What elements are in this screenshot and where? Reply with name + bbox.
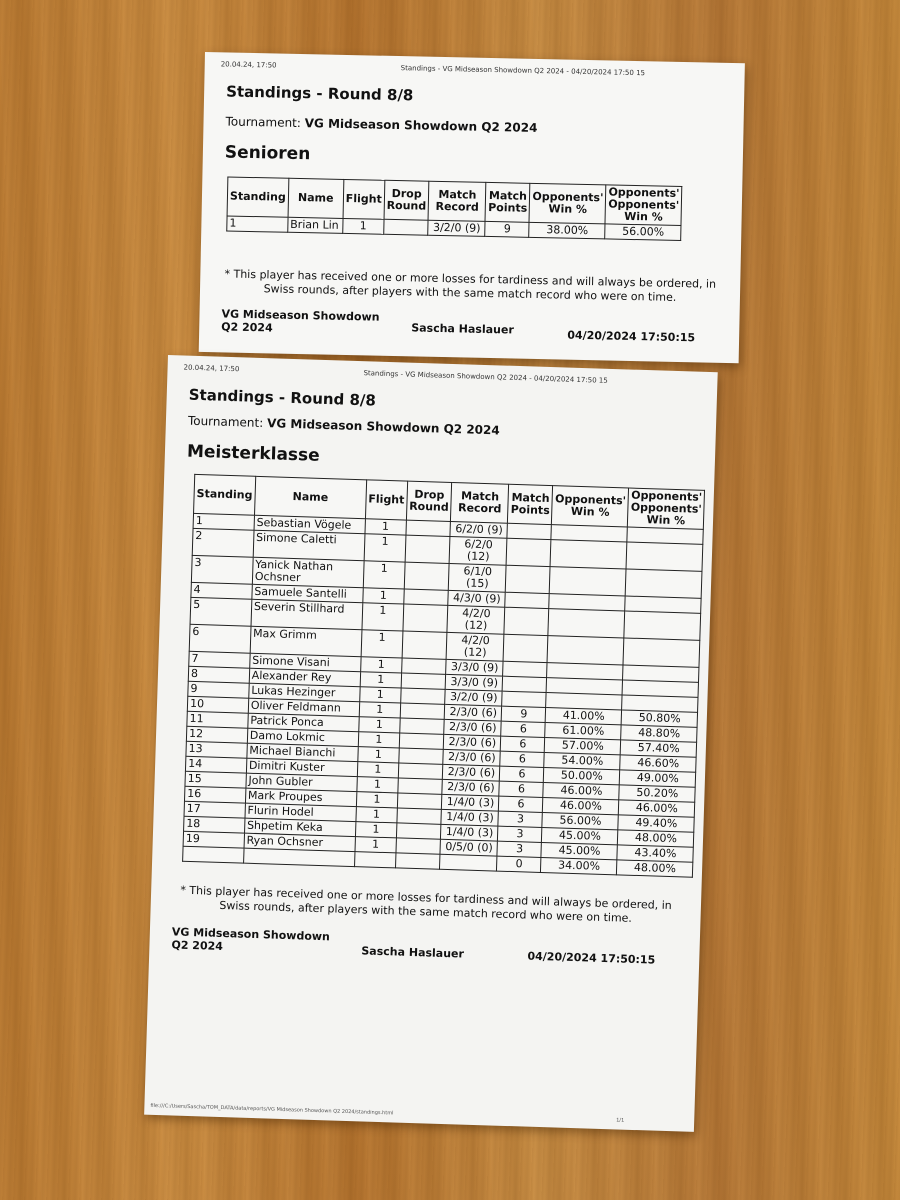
cell-match-points: 6 xyxy=(501,721,545,737)
cell-standing: 10 xyxy=(187,696,248,713)
cell-opponents-opponents-win-pct: 43.40% xyxy=(617,845,693,862)
footer-event: VG Midseason Showdown Q2 2024 xyxy=(221,307,380,335)
cell-standing: 5 xyxy=(190,597,252,626)
cell-standing: 7 xyxy=(189,651,250,668)
cell-match-record: 2/3/0 (6) xyxy=(444,734,501,751)
cell-match-points: 0 xyxy=(497,856,541,872)
cell-match-record: 2/3/0 (6) xyxy=(444,719,501,736)
cell-drop-round xyxy=(403,604,448,632)
cell-standing: 9 xyxy=(188,681,249,698)
cell-flight: 1 xyxy=(358,732,399,748)
cell-flight: 1 xyxy=(357,762,398,778)
cell-opponents-win-pct xyxy=(550,567,627,596)
cell-opponents-opponents-win-pct xyxy=(623,638,700,667)
cell-name: Severin Stillhard xyxy=(251,599,363,629)
print-date: 20.04.24, 17:50 xyxy=(220,60,277,70)
cell-standing: 6 xyxy=(189,624,251,653)
column-header-opponents-opponents-win-pct: Opponents' Opponents' Win % xyxy=(628,488,705,529)
cell-standing: 11 xyxy=(187,711,248,728)
cell-drop-round xyxy=(384,219,429,235)
footer-timestamp: 04/20/2024 17:50:15 xyxy=(567,328,696,345)
cell-match-points: 6 xyxy=(499,796,543,812)
standings-table xyxy=(182,474,705,878)
cell-standing: 19 xyxy=(183,831,244,848)
cell-standing: 13 xyxy=(186,741,247,758)
cell-standing: 12 xyxy=(186,726,247,743)
column-header-drop-round: Drop Round xyxy=(384,180,429,220)
cell-standing: 17 xyxy=(184,801,245,818)
tournament-line xyxy=(225,114,537,135)
cell-match-points: 6 xyxy=(500,751,544,767)
cell-standing: 1 xyxy=(193,513,254,530)
cell-opponents-opponents-win-pct: 49.40% xyxy=(618,815,694,832)
cell-name: Sebastian Vögele xyxy=(254,515,365,533)
page-title: Standings - Round 8/8 xyxy=(188,385,377,410)
print-header xyxy=(183,363,702,385)
cell-name: Simone Caletti xyxy=(253,530,365,560)
file-path: file:///C:/Users/Sascha/TOM_DATA/data/reports/VG Midseason Showdown Q2 2024/standings.html xyxy=(150,1102,394,1117)
cell-drop-round xyxy=(400,703,445,719)
cell-standing: 14 xyxy=(185,756,246,773)
cell-match-points: 3 xyxy=(498,826,542,842)
cell-opponents-win-pct: 61.00% xyxy=(545,723,621,740)
column-header-match-points: Match Points xyxy=(508,484,553,524)
column-header-match-points: Match Points xyxy=(485,182,530,222)
cell-match-record: 2/3/0 (6) xyxy=(443,764,500,781)
cell-opponents-win-pct: 45.00% xyxy=(542,827,618,844)
cell-standing: 1 xyxy=(227,216,288,232)
cell-drop-round xyxy=(401,658,446,674)
cell-opponents-opponents-win-pct: 46.60% xyxy=(620,755,696,772)
cell-flight: 1 xyxy=(360,657,401,673)
print-header xyxy=(220,60,729,78)
cell-name: Dimitri Kuster xyxy=(246,758,357,776)
cell-standing: 16 xyxy=(184,786,245,803)
division-title: Meisterklasse xyxy=(186,441,321,466)
column-header-opponents-win-pct: Opponents' Win % xyxy=(529,183,606,224)
cell-match-points: 6 xyxy=(501,736,545,752)
cell-match-points: 9 xyxy=(502,706,546,722)
cell-drop-round xyxy=(399,733,444,749)
cell-drop-round xyxy=(406,520,451,536)
column-header-standing: Standing xyxy=(227,177,289,217)
cell-standing: 3 xyxy=(191,555,253,584)
cell-flight: 1 xyxy=(364,534,406,562)
tournament-name: VG Midseason Showdown Q2 2024 xyxy=(266,416,500,438)
cell-match-points: 6 xyxy=(500,766,544,782)
cell-flight: 1 xyxy=(360,672,401,688)
cell-match-points: 9 xyxy=(485,221,529,237)
page-footer xyxy=(171,925,678,967)
cell-match-record: 4/2/0 (12) xyxy=(446,632,504,661)
cell-opponents-win-pct: 45.00% xyxy=(541,842,617,859)
cell-match-record: 1/4/0 (3) xyxy=(441,809,498,826)
cell-match-record: 2/3/0 (6) xyxy=(445,704,502,721)
tardiness-note: * This player has received one or more losses for tardiness and will always be ordered, in Swiss rounds, after players with the same match record who were on time. xyxy=(224,267,717,304)
cell-match-record: 0/5/0 (0) xyxy=(440,839,497,856)
cell-match-record: 6/2/0 (12) xyxy=(449,536,507,565)
column-header-opponents-opponents-win-pct: Opponents' Opponents' Win % xyxy=(605,185,682,226)
standings-table xyxy=(226,176,682,241)
cell-name: John Gubler xyxy=(246,773,357,791)
cell-match-record: 3/3/0 (9) xyxy=(446,659,503,676)
tardiness-note: * This player has received one or more losses for tardiness and will always be ordered, in Swiss rounds, after players with the same match record who were on time. xyxy=(180,883,672,925)
cell-name: Michael Bianchi xyxy=(247,743,358,761)
cell-match-points xyxy=(506,538,551,566)
cell-match-points xyxy=(506,565,551,593)
cell-flight: 1 xyxy=(360,687,401,703)
print-header-title: Standings - VG Midseason Showdown Q2 2024 - 04/20/2024 17:50 15 xyxy=(363,369,608,385)
print-date: 20.04.24, 17:50 xyxy=(183,363,240,374)
cell-name: Patrick Ponca xyxy=(248,713,359,731)
cell-match-record: 6/2/0 (9) xyxy=(450,521,507,538)
page-number: 1/1 xyxy=(616,1117,625,1124)
cell-match-points: 3 xyxy=(498,811,542,827)
footer-organizer: Sascha Haslauer xyxy=(361,944,465,961)
cell-opponents-opponents-win-pct: 46.00% xyxy=(619,800,695,817)
cell-name: Simone Visani xyxy=(249,653,360,671)
cell-opponents-opponents-win-pct: 56.00% xyxy=(605,224,681,241)
cell-flight: 1 xyxy=(356,807,397,823)
cell-opponents-opponents-win-pct xyxy=(626,569,703,598)
column-header-flight: Flight xyxy=(343,179,385,219)
cell-drop-round xyxy=(400,718,445,734)
column-header-match-record: Match Record xyxy=(428,181,486,221)
tournament-line xyxy=(188,414,500,438)
cell-opponents-win-pct xyxy=(547,636,624,665)
cell-name: Mark Proupes xyxy=(245,788,356,806)
cell-name: Damo Lokmic xyxy=(247,728,358,746)
cell-drop-round xyxy=(397,793,442,809)
cell-drop-round xyxy=(401,673,446,689)
column-header-name: Name xyxy=(254,476,366,518)
tournament-name: VG Midseason Showdown Q2 2024 xyxy=(304,116,538,135)
cell-flight: 1 xyxy=(355,822,396,838)
cell-flight: 1 xyxy=(362,603,404,631)
tournament-label: Tournament: xyxy=(187,413,264,431)
cell-match-record: 1/4/0 (3) xyxy=(441,824,498,841)
column-header-flight: Flight xyxy=(365,480,407,520)
cell-drop-round xyxy=(405,535,450,563)
cell-opponents-win-pct xyxy=(548,609,625,638)
cell-flight: 1 xyxy=(358,747,399,763)
cell-opponents-opponents-win-pct: 48.80% xyxy=(621,725,697,742)
cell-standing: 4 xyxy=(191,582,252,599)
page-footer xyxy=(221,307,718,345)
cell-match-record: 3/2/0 (9) xyxy=(445,689,502,706)
footer-timestamp: 04/20/2024 17:50:15 xyxy=(527,949,656,967)
column-header-drop-round: Drop Round xyxy=(406,481,452,521)
cell-drop-round xyxy=(398,763,443,779)
cell-opponents-win-pct: 57.00% xyxy=(545,738,621,755)
cell-match-points xyxy=(505,592,549,608)
page-title: Standings - Round 8/8 xyxy=(225,82,414,105)
cell-name: Samuele Santelli xyxy=(252,584,363,602)
cell-drop-round xyxy=(404,562,449,590)
cell-standing: 8 xyxy=(188,666,249,683)
cell-opponents-opponents-win-pct: 48.00% xyxy=(618,830,694,847)
standings-sheet-meisterklasse xyxy=(144,355,718,1132)
cell-name: Flurin Hodel xyxy=(245,803,356,821)
cell-drop-round xyxy=(395,853,440,869)
cell-opponents-opponents-win-pct: 57.40% xyxy=(621,740,697,757)
cell-match-points: 6 xyxy=(499,781,543,797)
cell-opponents-win-pct: 54.00% xyxy=(544,753,620,770)
cell-match-record: 6/1/0 (15) xyxy=(449,563,507,592)
cell-match-record: 2/3/0 (6) xyxy=(443,749,500,766)
cell-match-points xyxy=(502,691,546,707)
cell-opponents-opponents-win-pct xyxy=(624,611,701,640)
cell-flight: 1 xyxy=(361,630,403,658)
cell-match-points xyxy=(503,634,548,662)
tournament-label: Tournament: xyxy=(225,114,302,131)
cell-drop-round xyxy=(397,808,442,824)
cell-drop-round xyxy=(402,631,447,659)
cell-opponents-win-pct: 41.00% xyxy=(546,708,622,725)
cell-match-record: 3/2/0 (9) xyxy=(428,220,485,236)
cell-flight xyxy=(354,852,395,868)
cell-name: Lukas Hezinger xyxy=(249,683,360,701)
cell-opponents-win-pct xyxy=(550,540,627,569)
cell-opponents-win-pct: 34.00% xyxy=(541,857,617,874)
cell-name: Max Grimm xyxy=(250,626,362,656)
cell-drop-round xyxy=(396,838,441,854)
cell-standing: 15 xyxy=(185,771,246,788)
cell-flight: 1 xyxy=(357,777,398,793)
cell-match-points xyxy=(504,607,549,635)
cell-opponents-win-pct: 46.00% xyxy=(543,783,619,800)
cell-opponents-opponents-win-pct: 49.00% xyxy=(620,770,696,787)
cell-name: Alexander Rey xyxy=(249,668,360,686)
cell-name: Yanick Nathan Ochsner xyxy=(252,557,364,587)
cell-name xyxy=(243,848,354,866)
cell-match-record: 2/3/0 (6) xyxy=(442,779,499,796)
cell-name: Ryan Ochsner xyxy=(244,833,355,851)
column-header-opponents-win-pct: Opponents' Win % xyxy=(552,486,629,527)
cell-flight: 1 xyxy=(363,588,404,604)
footer-event: VG Midseason Showdown Q2 2024 xyxy=(171,925,331,954)
cell-opponents-win-pct: 46.00% xyxy=(543,798,619,815)
column-header-standing: Standing xyxy=(194,474,256,515)
cell-name: Shpetim Keka xyxy=(244,818,355,836)
cell-drop-round xyxy=(396,823,441,839)
cell-opponents-opponents-win-pct xyxy=(626,542,703,571)
cell-name: Oliver Feldmann xyxy=(248,698,359,716)
cell-standing: 2 xyxy=(192,528,254,557)
cell-flight: 1 xyxy=(355,837,396,853)
cell-match-points: 3 xyxy=(497,841,541,857)
cell-match-record: 1/4/0 (3) xyxy=(442,794,499,811)
cell-flight: 1 xyxy=(365,519,406,535)
cell-flight: 1 xyxy=(359,702,400,718)
cell-match-record xyxy=(440,854,497,871)
cell-opponents-opponents-win-pct: 50.80% xyxy=(621,710,697,727)
cell-match-points xyxy=(503,661,547,677)
cell-match-record: 4/3/0 (9) xyxy=(448,590,505,607)
column-header-name: Name xyxy=(288,178,344,218)
cell-opponents-win-pct: 38.00% xyxy=(529,222,605,239)
cell-standing xyxy=(183,846,244,863)
cell-drop-round xyxy=(399,748,444,764)
print-header-title: Standings - VG Midseason Showdown Q2 2024 - 04/20/2024 17:50 15 xyxy=(400,64,646,78)
cell-flight: 1 xyxy=(359,717,400,733)
cell-match-points xyxy=(507,523,551,539)
cell-drop-round xyxy=(401,688,446,704)
cell-flight: 1 xyxy=(343,218,384,234)
footer-organizer: Sascha Haslauer xyxy=(411,321,514,337)
cell-opponents-opponents-win-pct: 48.00% xyxy=(617,860,693,877)
cell-flight: 1 xyxy=(356,792,397,808)
standings-sheet-senioren xyxy=(199,52,745,363)
cell-match-points xyxy=(502,676,546,692)
cell-opponents-win-pct: 56.00% xyxy=(542,812,618,829)
cell-standing: 18 xyxy=(184,816,245,833)
cell-match-record: 3/3/0 (9) xyxy=(446,674,503,691)
column-header-match-record: Match Record xyxy=(451,482,509,523)
cell-match-record: 4/2/0 (12) xyxy=(447,605,505,634)
cell-name: Brian Lin xyxy=(288,217,343,233)
cell-opponents-win-pct: 50.00% xyxy=(544,768,620,785)
cell-opponents-opponents-win-pct: 50.20% xyxy=(619,785,695,802)
division-title: Senioren xyxy=(224,142,311,165)
cell-drop-round xyxy=(398,778,443,794)
cell-flight: 1 xyxy=(363,561,405,589)
cell-drop-round xyxy=(404,589,449,605)
